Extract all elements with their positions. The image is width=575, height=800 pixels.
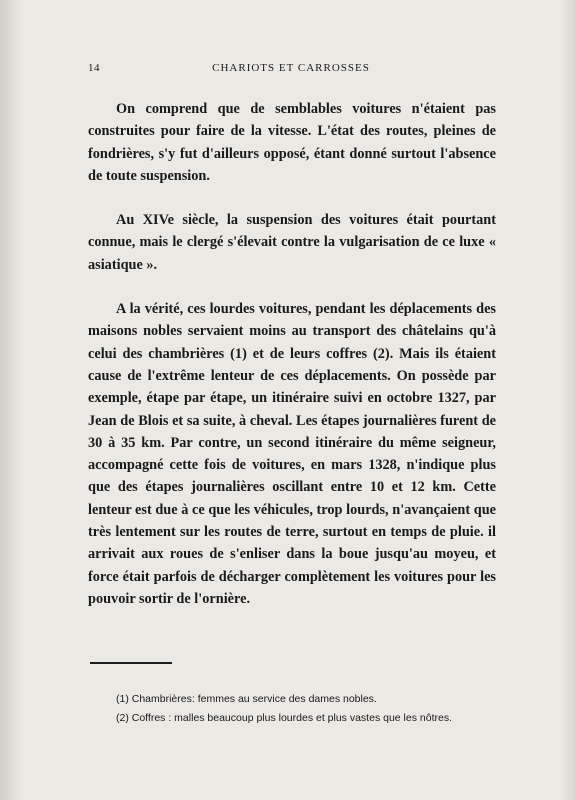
page-header bbox=[88, 62, 494, 78]
footnote: (1) Chambrières: femmes au service des dames nobles. bbox=[116, 693, 377, 705]
paragraph: On comprend que de semblables voitures n'étaient pas construites pour faire de la vitesse. L'état des routes, pleines de fondrières, s'y fut d'ailleurs opposé, étant donné surtout l'absence de toute suspension. bbox=[88, 101, 496, 184]
paragraph: Au XIVe siècle, la suspension des voitures était pourtant connue, mais le clergé s'élevait contre la vulgarisation de ce luxe « asiatique ». bbox=[88, 212, 496, 273]
footnote: (2) Coffres : malles beaucoup plus lourdes et plus vastes que les nôtres. bbox=[116, 712, 452, 724]
running-title: CHARIOTS ET CARROSSES bbox=[212, 62, 370, 74]
page-edge-shadow-right bbox=[561, 0, 575, 800]
paragraph: A la vérité, ces lourdes voitures, pendant les déplacements des maisons nobles servaient moins au transport des châtelains qu'à celui des chambrières (1) et de leurs coffres (2). Mais ils étaient cause de l'extrême lenteur de ces déplacements. On possède par exemple, étape par étape, un itinéraire suivi en octobre 1327, par Jean de Blois et sa suite, à cheval. Les étapes journalières furent de 30 à 35 km. Par contre, un second itinéraire du même seigneur, accompagné cette fois de voitures, en mars 1328, n'indique plus que des étapes journalières oscillant entre 10 et 12 km. Cette lenteur est due à ce que les véhicules, trop lourds, n'avançaient que très lentement sur les routes de terre, surtout en temps de pluie. il arrivait aux roues de s'enliser dans la boue jusqu'au moyeu, et force était parfois de décharger complètement les voitures pour les pouvoir sortir de l'ornière. bbox=[88, 301, 496, 607]
page-edge-shadow-left bbox=[0, 0, 22, 800]
page-number: 14 bbox=[88, 62, 100, 74]
footnotes bbox=[116, 690, 506, 728]
footnote-separator bbox=[90, 662, 172, 664]
body-text bbox=[88, 98, 496, 632]
